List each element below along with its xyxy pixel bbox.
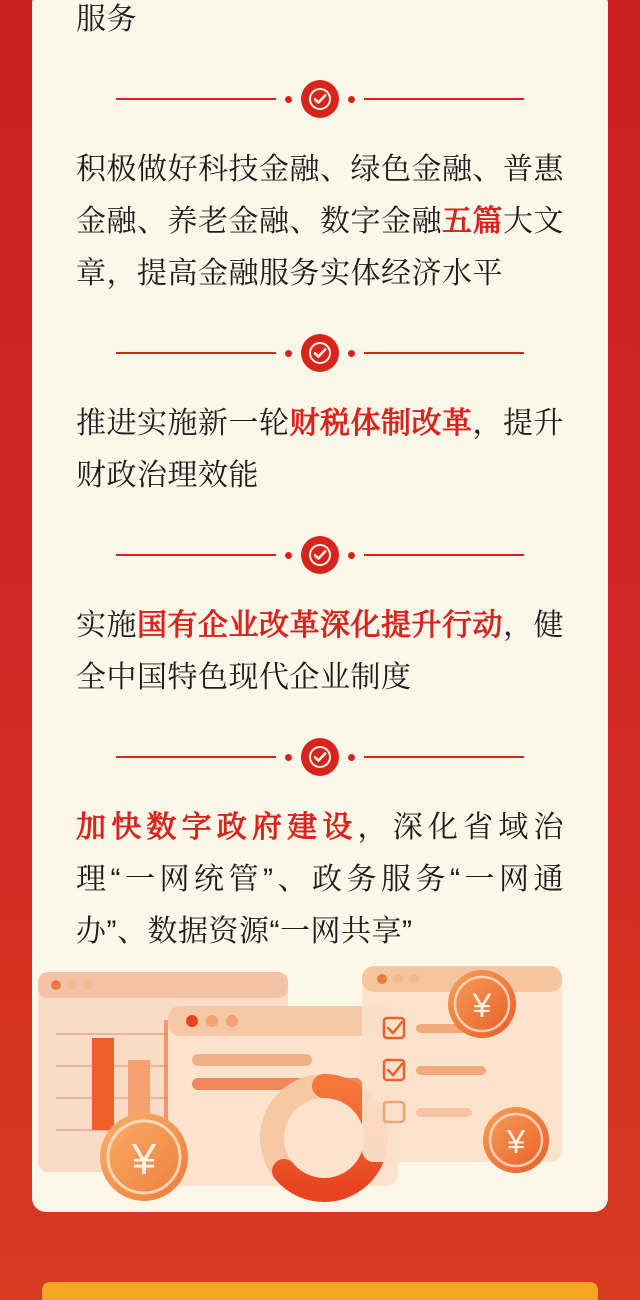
paragraph-2-seg-1-highlight: 财税体制改革 <box>289 407 473 440</box>
paragraph-3 <box>76 600 564 704</box>
paragraph-2-seg-0: 推进实施新一轮 <box>76 407 290 440</box>
svg-text:¥: ¥ <box>131 1135 157 1184</box>
divider-1 <box>76 80 564 118</box>
check-circle-icon <box>301 738 339 776</box>
check-circle-icon <box>301 536 339 574</box>
divider-dot-right <box>348 754 355 761</box>
divider-line-right <box>364 756 524 758</box>
divider-dot-left <box>285 754 292 761</box>
paragraph-3-seg-1-highlight: 国有企业改革深化提升行动 <box>137 609 503 642</box>
content-area <box>32 0 608 958</box>
truncated-line <box>76 0 564 8</box>
svg-text:¥: ¥ <box>506 1123 526 1160</box>
divider-line-left <box>116 98 276 100</box>
paragraph-1-seg-2: 大文章，提高金融服务实体经济水平 <box>76 205 564 290</box>
divider-line-left <box>116 554 276 556</box>
divider-2 <box>76 334 564 372</box>
finance-dashboard-illustration <box>32 942 608 1212</box>
divider-line-left <box>116 756 276 758</box>
paragraph-4-seg-1: ，深化省域治理“一网统管”、政务服务“一网通办”、数据资源“一网共享” <box>76 811 565 948</box>
divider-line-right <box>364 98 524 100</box>
divider-line-right <box>364 352 524 354</box>
paragraph-3-seg-0: 实施 <box>76 609 137 642</box>
yuan-coin-small <box>483 1107 549 1173</box>
divider-dot-right <box>348 350 355 357</box>
divider-dot-right <box>348 96 355 103</box>
paragraph-4-seg-0-highlight: 加快数字政府建设 <box>76 811 358 844</box>
check-circle-icon <box>301 80 339 118</box>
divider-dot-left <box>285 350 292 357</box>
paragraph-1 <box>76 144 564 300</box>
divider-dot-left <box>285 552 292 559</box>
paragraph-2-seg-2: ，提升财政治理效能 <box>76 407 564 492</box>
paragraph-2 <box>76 398 564 502</box>
paragraph-3-seg-2: ，健全中国特色现代企业制度 <box>76 609 564 694</box>
svg-text:¥: ¥ <box>472 987 492 1025</box>
paragraph-1-seg-1-highlight: 五篇 <box>442 205 503 238</box>
yuan-coin-large <box>100 1113 188 1201</box>
paragraph-0-text: 服务 <box>76 3 137 36</box>
truncated-line-text <box>76 0 564 8</box>
yuan-coin-medium <box>448 970 516 1038</box>
content-card <box>32 0 608 1212</box>
bottom-section-strip <box>42 1282 598 1300</box>
divider-3 <box>76 536 564 574</box>
divider-4 <box>76 738 564 776</box>
paragraph-1-seg-0: 积极做好科技金融、绿色金融、普惠金融、养老金融、数字金融 <box>76 153 564 238</box>
divider-dot-right <box>348 552 355 559</box>
divider-line-left <box>116 352 276 354</box>
divider-line-right <box>364 554 524 556</box>
divider-dot-left <box>285 96 292 103</box>
check-circle-icon <box>301 334 339 372</box>
paragraph-4 <box>76 802 564 958</box>
